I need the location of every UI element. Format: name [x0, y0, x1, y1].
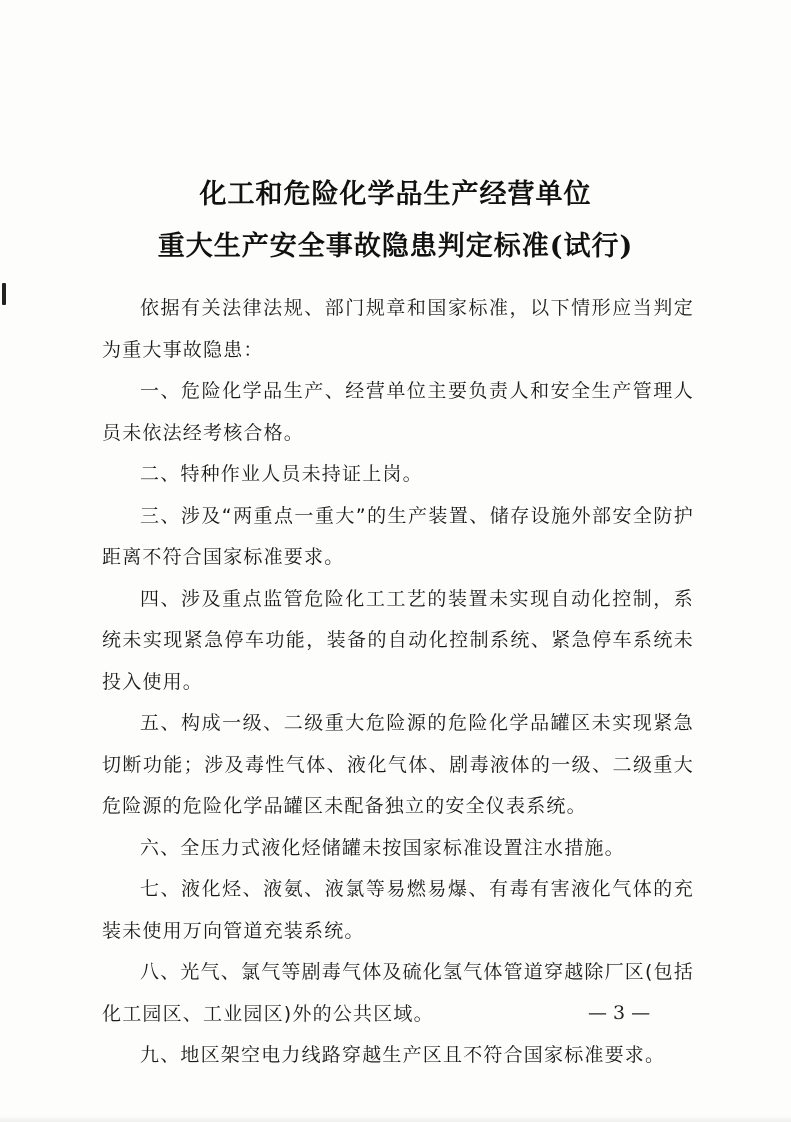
page-number: — 3 — [588, 1002, 651, 1024]
document-title-line-2: 重大生产安全事故隐患判定标准(试行) [157, 231, 634, 262]
intro-paragraph: 依据有关法律法规、部门规章和国家标准，以下情形应当判定为重大事故隐患： [102, 297, 694, 361]
item-paragraph-9: 九、地区架空电力线路穿越生产区且不符合国家标准要求。 [140, 1044, 666, 1066]
item-paragraph-2: 二、特种作业人员未持证上岗。 [140, 463, 423, 485]
item-paragraph-6: 六、全压力式液化烃储罐未按国家标准设置注水措施。 [140, 836, 625, 859]
item-paragraph-5: 五、构成一级、二级重大危险源的危险化学品罐区未实现紧急切断功能；涉及毒性气体、液化气体、剧毒液体的一级、二级重大危险源的危险化学品罐区未配备独立的安全仪表系统。 [102, 712, 694, 817]
document-title-line-1: 化工和危险化学品生产经营单位 [199, 179, 592, 210]
document-body [102, 288, 694, 1077]
item-paragraph-1: 一、危险化学品生产、经营单位主要负责人和安全生产管理人员未依法经考核合格。 [102, 380, 694, 444]
binding-mark [2, 283, 6, 305]
item-paragraph-7: 七、液化烃、液氨、液氯等易燃易爆、有毒有害液化气体的充装未使用万向管道充装系统。 [102, 878, 694, 942]
scan-edge-shadow [0, 1116, 791, 1122]
item-paragraph-8: 八、光气、氯气等剧毒气体及硫化氢气体管道穿越除厂区(包括化工园区、工业园区)外的公共区域。 [102, 961, 695, 1025]
item-paragraph-3: 三、涉及“两重点一重大”的生产装置、储存设施外部安全防护距离不符合国家标准要求。 [102, 504, 694, 568]
item-paragraph-4: 四、涉及重点监管危险化工工艺的装置未实现自动化控制，系统未实现紧急停车功能，装备的自动化控制系统、紧急停车系统未投入使用。 [102, 587, 694, 693]
